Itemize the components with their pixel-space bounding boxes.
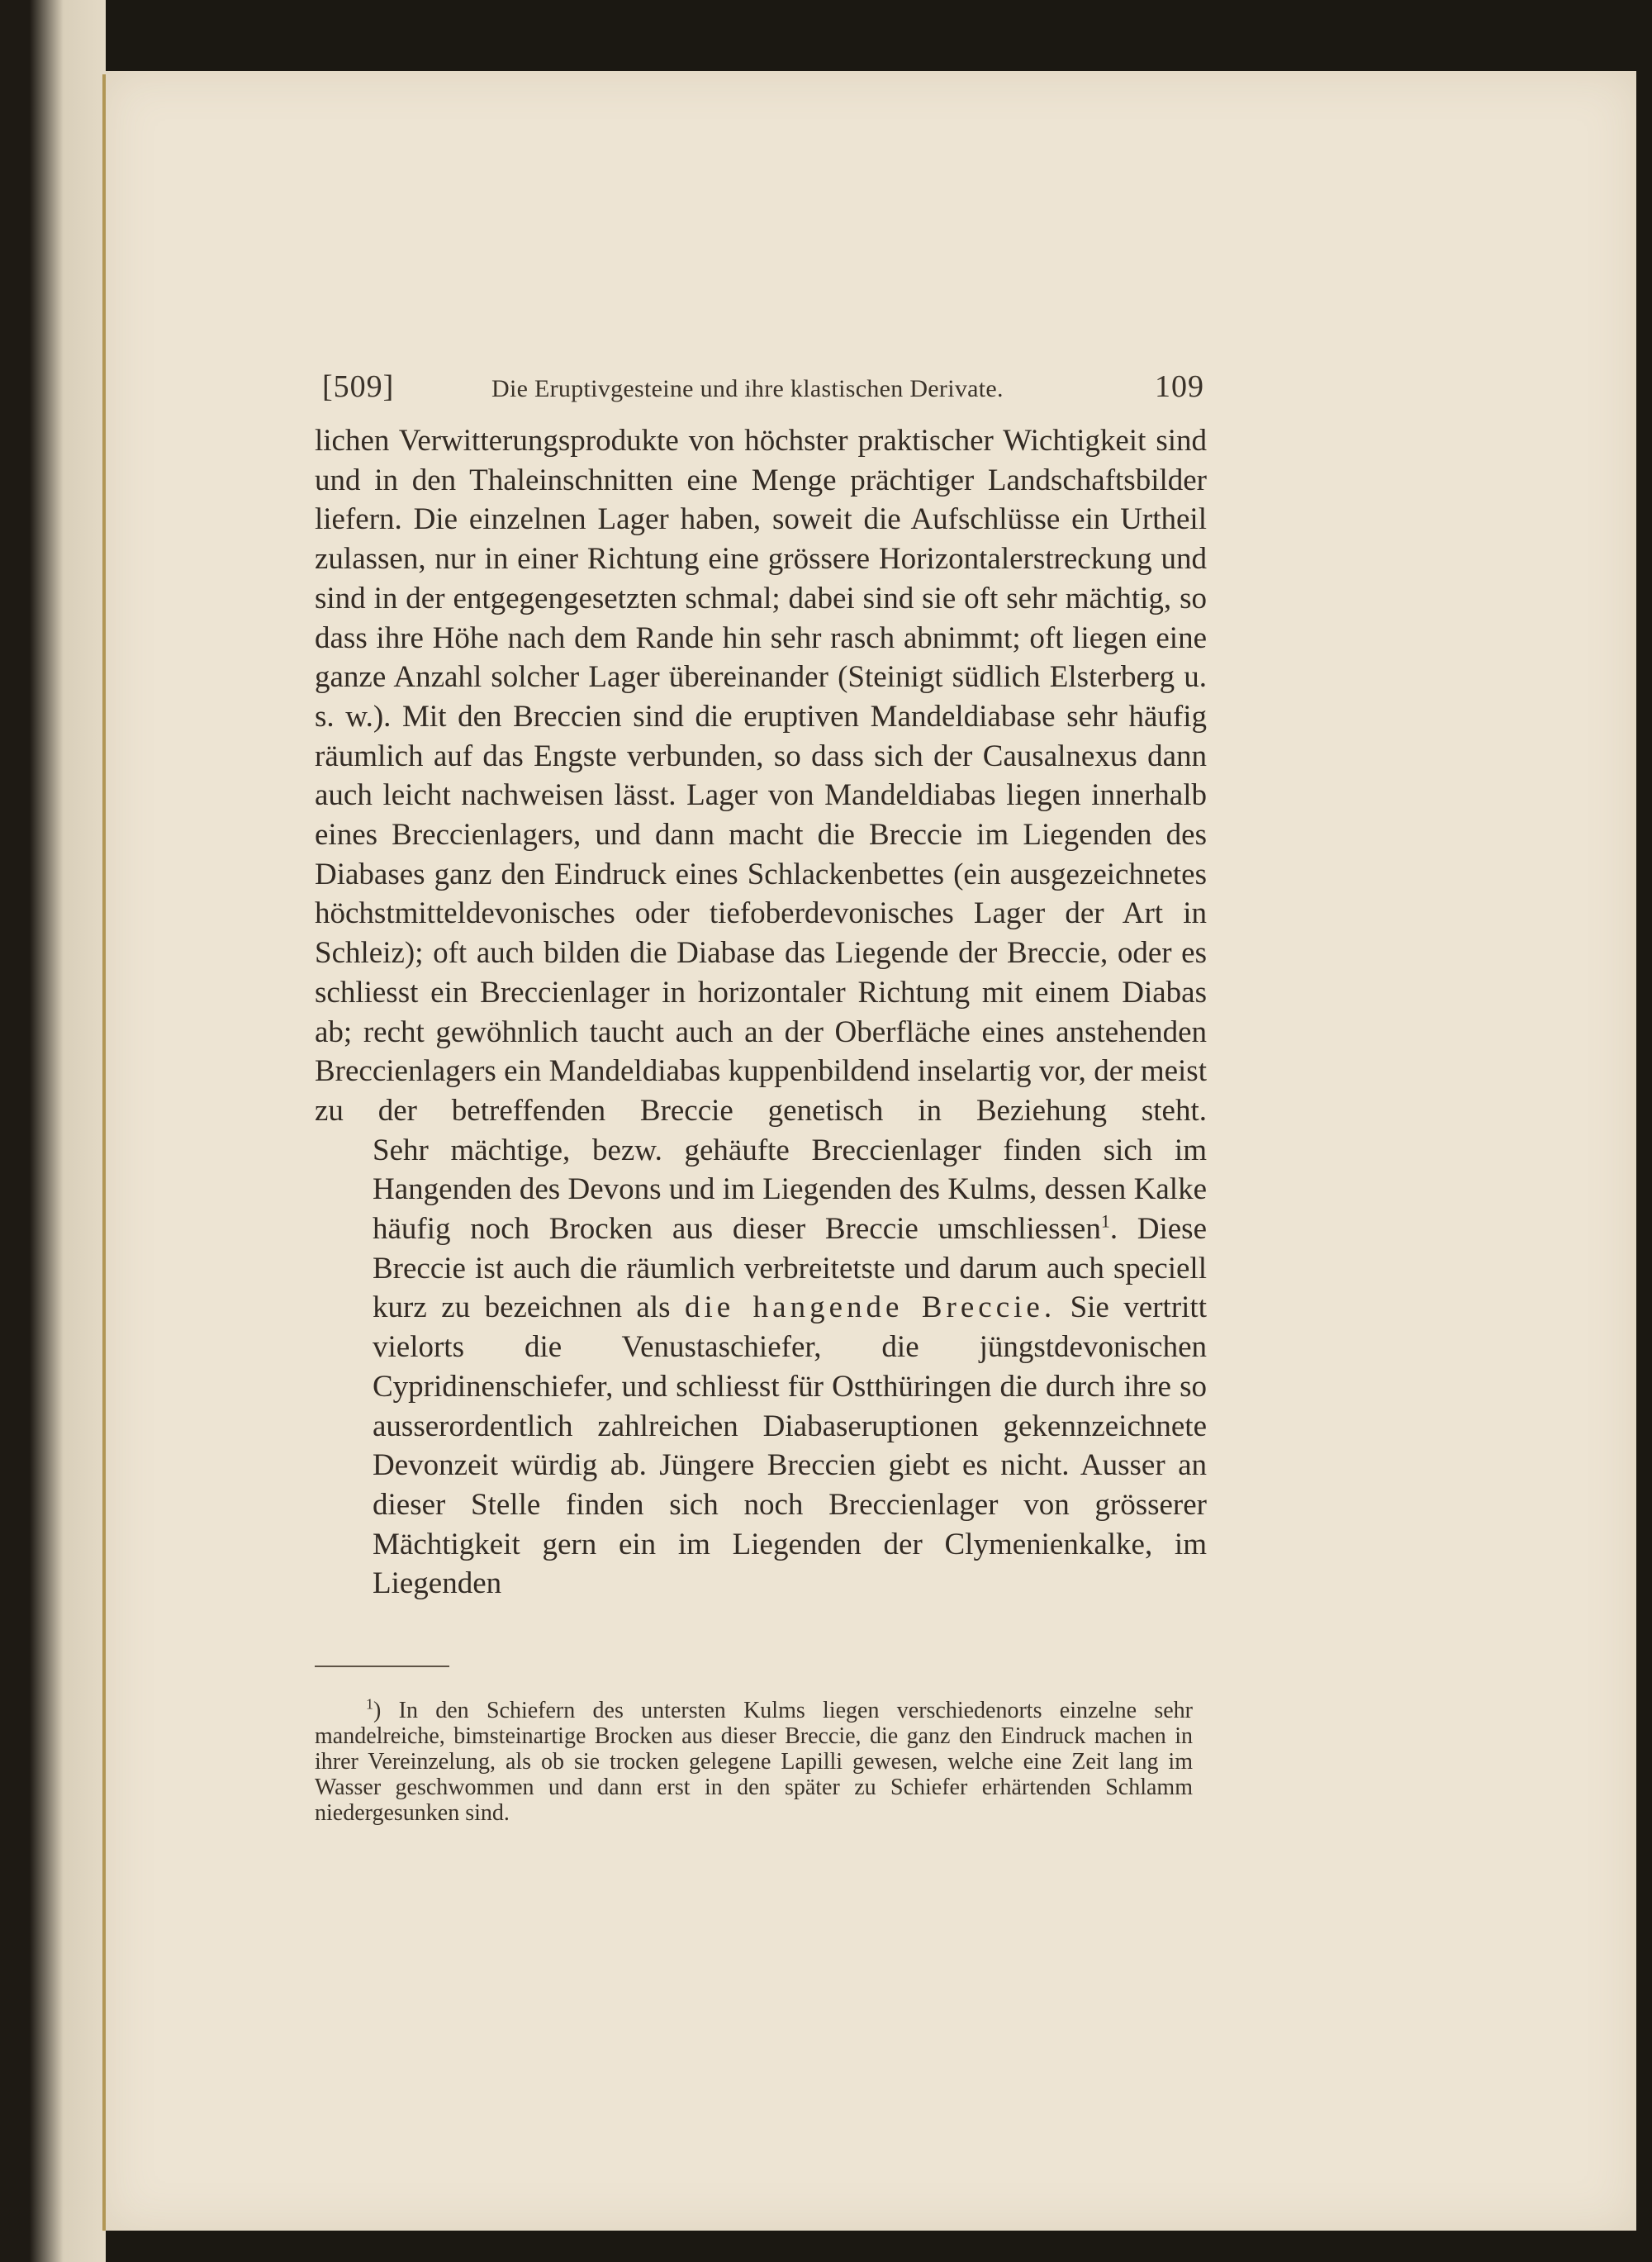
header-title: Die Eruptivgesteine und ihre klastischen Derivate. <box>491 375 1004 402</box>
paragraph-2-part-a: Sehr mächtige, bezw. gehäufte Breccienlager finden sich im Hangenden des Devons und im Liegenden des Kulms, dessen Kalke häufig noch Brocken aus dieser Breccie umschliessen <box>373 1133 1207 1247</box>
header-page-ref: [509] <box>322 369 395 404</box>
footnote <box>315 1695 1193 1826</box>
footnote-separator <box>315 1666 449 1667</box>
emphasized-term: die hangende Breccie. <box>685 1290 1056 1325</box>
running-header <box>322 368 1204 410</box>
paragraph-1: lichen Verwitterungsprodukte von höchster praktischer Wichtigkeit sind und in den Thaleinschnitten eine Menge prächtiger Landschaftsbilder liefern. Die einzelnen Lager haben, soweit die Aufschlüsse ein Urtheil zulassen, nur in einer Richtung eine grössere Horizontalerstreckung und sind in der entgegengesetzten schmal; dabei sind sie oft sehr mächtig, so dass ihre Höhe nach dem Rande hin sehr rasch abnimmt; oft liegen eine ganze Anzahl solcher Lager übereinander (Steinigt südlich Elsterberg u. s. w.). Mit den Breccien sind die eruptiven Mandeldiabase sehr häufig räumlich auf das Engste verbunden, so dass sich der Causalnexus dann auch leicht nachweisen lässt. Lager von Mandeldiabas liegen innerhalb eines Breccienlagers, und dann macht die Breccie im Liegenden des Diabases ganz den Eindruck eines Schlackenbettes (ein ausgezeichnetes höchstmitteldevonisches oder tiefoberdevonisches Lager der Art in Schleiz); oft auch bilden die Diabase das Liegende der Breccie, oder es schliesst ein Breccienlager in horizontaler Richtung mit einem Diabas ab; recht gewöhnlich taucht auch an der Oberfläche eines anstehenden Breccienlagers ein Mandeldiabas kuppenbildend inselartig vor, der meist zu der betreffenden Breccie genetisch in Beziehung steht. <box>315 424 1207 1128</box>
footnote-mark: 1 <box>366 1695 373 1713</box>
footnote-reference[interactable]: 1 <box>1100 1210 1110 1232</box>
paragraph-2 <box>315 1131 1207 1604</box>
footnote-body: ) In den Schiefern des untersten Kulms liegen verschiedenorts einzelne sehr mandelreiche, bimsteinartige Brocken aus dieser Breccie, die ganz den Eindruck machen in ihrer Vereinzelung, als ob sie trocken gelegene Lapilli gewesen, welche eine Zeit lang im Wasser geschwommen und dann erst in den später zu Schiefer erhärtenden Schlamm niedergesunken sind. <box>315 1698 1193 1826</box>
binding-shadow <box>0 0 106 2262</box>
footnote-text <box>315 1695 1193 1826</box>
paragraph-2-part-c: Sie vertritt vielorts die Venustaschiefer, die jüngstdevonischen Cypridinenschiefer, und schliesst für Ostthüringen die durch ihre so ausserordentlich zahlreichen Diabaseruptionen gekennzeichnete Devonzeit würdig ab. Jüngere Breccien giebt es nicht. Ausser an dieser Stelle finden sich noch Breccienlager von grösserer Mächtigkeit gern ein im Liegenden der Clymenienkalke, im Liegenden <box>373 1290 1207 1601</box>
main-text <box>315 421 1207 1604</box>
page-number: 109 <box>1155 369 1204 404</box>
paragraph-2-part-b: . Diese Breccie ist auch die räumlich verbreitetste und darum auch speciell kurz zu bezeichnen als <box>373 1212 1208 1325</box>
